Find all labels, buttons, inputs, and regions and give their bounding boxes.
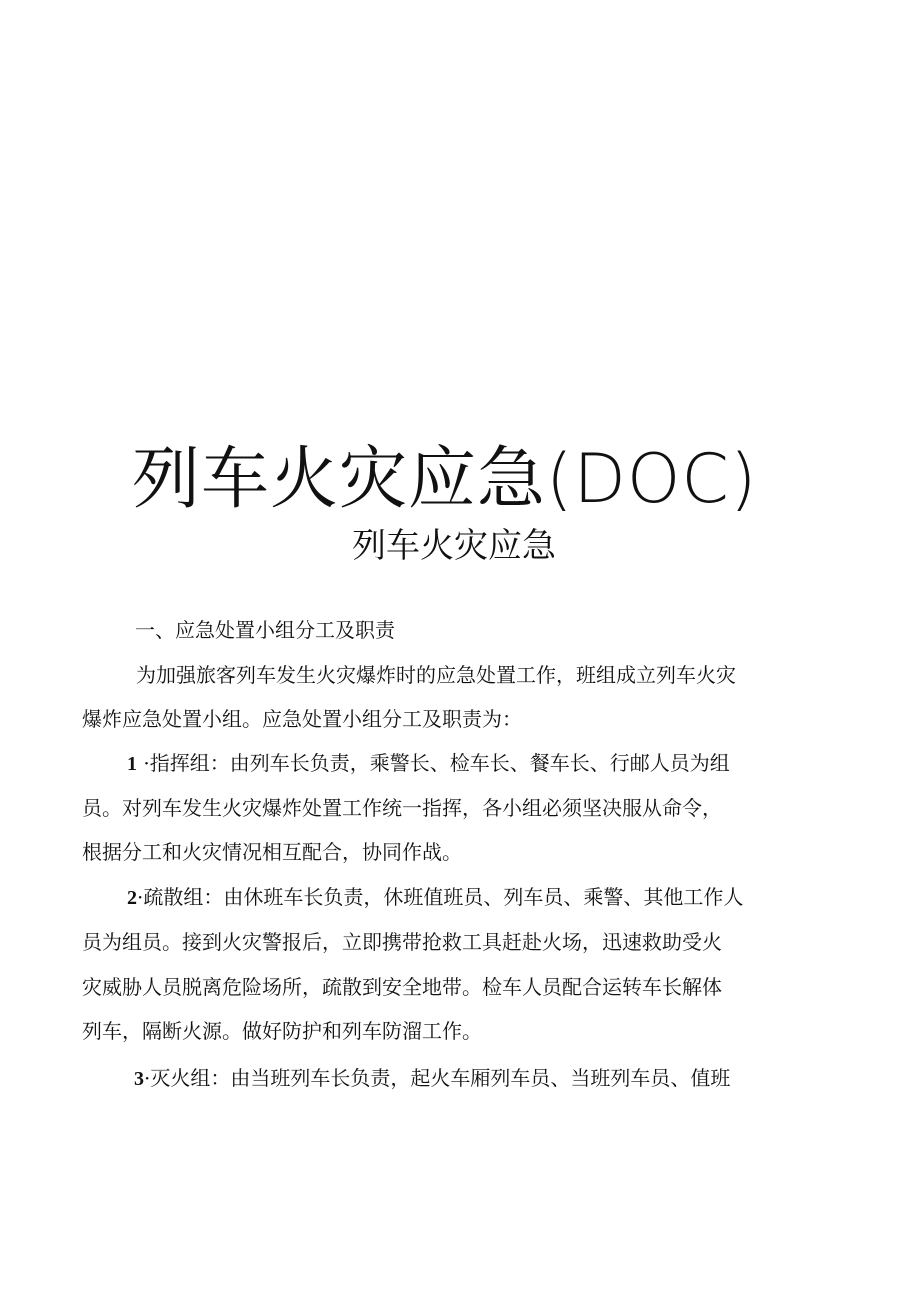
item-bullet: ·	[137, 885, 144, 909]
paragraph-line: 员。对列车发生火灾爆炸处置工作统一指挥，各小组必须坚决服从命令，	[82, 796, 722, 820]
item-bullet: ·	[144, 1066, 151, 1090]
paragraph-line: 根据分工和火灾情况相互配合，协同作战。	[82, 840, 462, 864]
document-title: 列车火灾应急(DOC)	[132, 440, 758, 519]
list-item-3-first-line	[134, 1065, 730, 1092]
item-number: 1	[127, 753, 137, 775]
item-number: 3	[134, 1068, 144, 1090]
paragraph-line: 列车，隔断火源。做好防护和列车防溜工作。	[82, 1019, 482, 1043]
item-text: 指挥组：由列车长负责，乘警长、检车长、餐车长、行邮人员为组	[149, 751, 730, 775]
item-text: 疏散组：由休班车长负责，休班值班员、列车员、乘警、其他工作人	[143, 885, 744, 909]
item-text: 灭火组：由当班列车长负责，起火车厢列车员、当班列车员、值班	[150, 1066, 731, 1090]
item-number: 2	[127, 887, 137, 909]
section-heading: 一、应急处置小组分工及职责	[135, 618, 395, 642]
item-bullet: ·	[143, 751, 150, 775]
list-item-2-first-line	[127, 884, 743, 911]
paragraph-line: 员为组员。接到火灾警报后，立即携带抢救工具赶赴火场，迅速救助受火	[82, 930, 722, 954]
document-subtitle: 列车火灾应急	[352, 526, 556, 566]
list-item-1-first-line	[127, 750, 730, 777]
paragraph-line: 为加强旅客列车发生火灾爆炸时的应急处置工作，班组成立列车火灾	[136, 663, 736, 687]
paragraph-line: 爆炸应急处置小组。应急处置小组分工及职责为：	[82, 707, 522, 731]
paragraph-line: 灾威胁人员脱离危险场所，疏散到安全地带。检车人员配合运转车长解体	[82, 975, 722, 999]
